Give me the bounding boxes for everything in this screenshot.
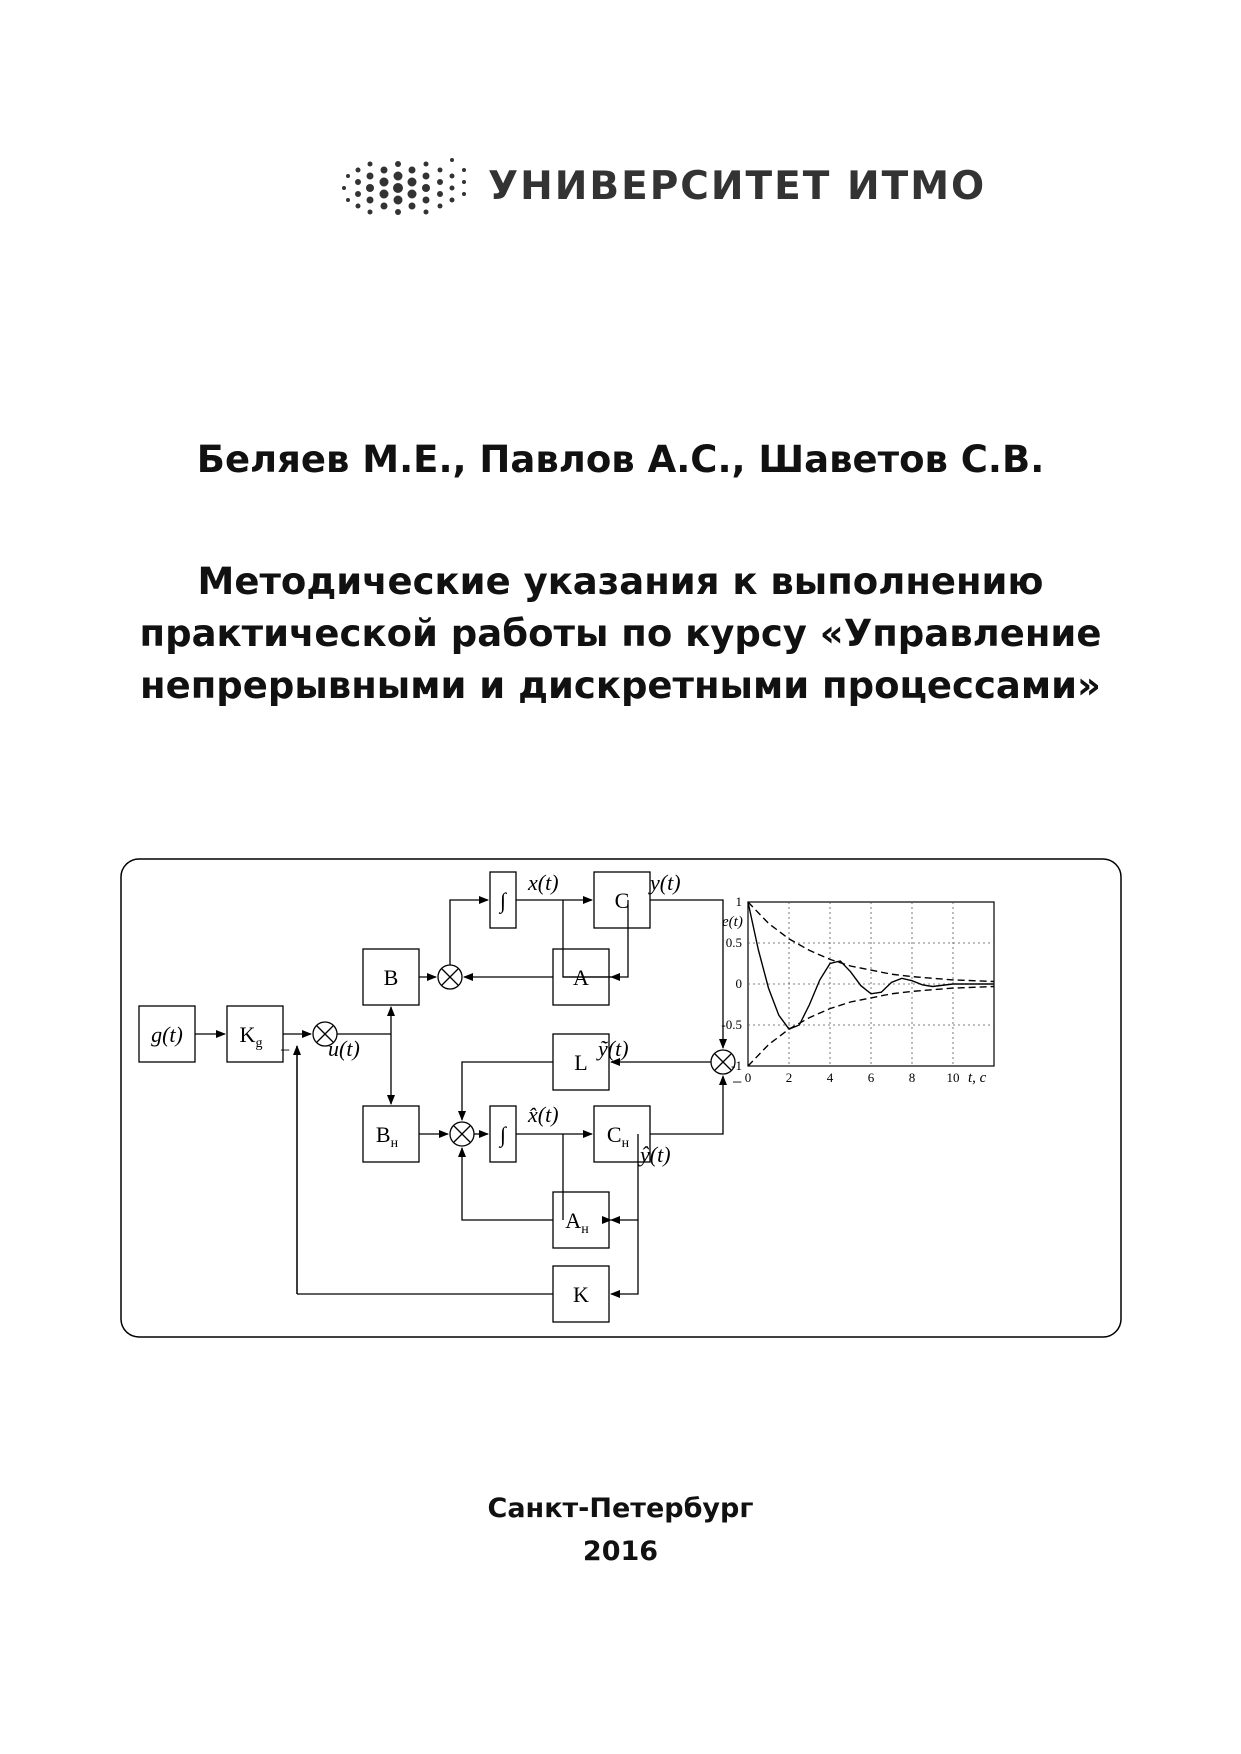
x-tick-label: 2 — [785, 1070, 793, 1085]
title-line: непрерывными и дискретными процессами» — [140, 664, 1101, 707]
x-tick-label: 8 — [908, 1070, 916, 1085]
integrator-label: ∫ — [499, 888, 507, 913]
l-label: L — [574, 1050, 588, 1075]
integrator-hat-label: ∫ — [499, 1122, 507, 1147]
error-line — [748, 902, 994, 1029]
bn-block — [363, 1106, 419, 1162]
b-label: B — [383, 965, 399, 990]
x-tick-label: 10 — [946, 1070, 960, 1085]
a-label: A — [573, 965, 589, 990]
figure-frame — [121, 859, 1121, 1337]
title-line: практической работы по курсу «Управление — [139, 612, 1102, 655]
x-tick-label: 4 — [826, 1070, 834, 1085]
minus-sign: − — [732, 1072, 743, 1092]
signal-xhat: x̂(t) — [528, 1102, 559, 1127]
x-tick-label: 0 — [744, 1070, 752, 1085]
year: 2016 — [582, 1536, 659, 1567]
signal-yhat: ŷ(t) — [640, 1142, 671, 1167]
signal-y: y(t) — [650, 870, 681, 895]
y-tick-label: 0 — [735, 976, 742, 991]
an-label: $A_н$ — [565, 1208, 589, 1237]
y-tick-label: -0.5 — [721, 1017, 742, 1032]
y-axis-label: e(t) — [722, 914, 743, 930]
y-tick-label: 1 — [735, 894, 742, 909]
document-title — [100, 556, 1141, 712]
city: Санкт-Петербург — [487, 1493, 754, 1524]
minus-sign: − — [280, 1040, 291, 1060]
university-name: УНИВЕРСИТЕТ ИТМО — [488, 164, 987, 209]
dotted-logo-icon — [340, 152, 480, 222]
university-logo — [340, 152, 987, 222]
kg-label: $K_g$ — [239, 1022, 263, 1051]
signal-ytilde: ỹ(t) — [598, 1036, 629, 1061]
k-label: K — [573, 1282, 589, 1307]
error-plot — [721, 894, 994, 1086]
y-tick-label: -1 — [731, 1058, 742, 1073]
cn-label: $C_н$ — [606, 1122, 630, 1151]
figure-svg — [120, 858, 1122, 1338]
y-tick-label: 0.5 — [725, 935, 742, 950]
authors: Беляев М.Е., Павлов А.С., Шаветов С.В. — [196, 438, 1045, 481]
cover-figure — [120, 858, 1122, 1338]
input-label: g(t) — [151, 1022, 183, 1047]
c-label: C — [614, 888, 630, 913]
signal-x: x(t) — [528, 870, 559, 895]
x-axis-label: t, c — [968, 1070, 987, 1086]
title-line: Методические указания к выполнению — [197, 560, 1044, 603]
x-tick-label: 6 — [867, 1070, 875, 1085]
bn-label: $B_н$ — [375, 1122, 399, 1151]
signal-u: u(t) — [328, 1036, 360, 1061]
envelope-line — [748, 987, 994, 1067]
